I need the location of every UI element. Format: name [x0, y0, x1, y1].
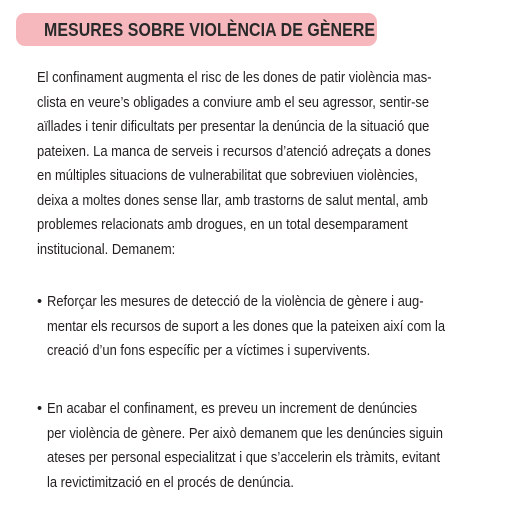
bullet-marker: • [37, 401, 43, 417]
bullet-text [47, 290, 497, 364]
title-banner [16, 13, 377, 46]
intro-line: El confinament augmenta el risc de les dones de patir violència mas- [37, 70, 432, 86]
bullet-line: ateses per personal especialitzat i que s’accelerin els tràmits, evitant [47, 450, 441, 466]
bullet-line: la revictimització en el procés de denúncia. [47, 474, 294, 491]
bullet-marker: • [37, 294, 43, 310]
bullet-line: mentar els recursos de suport a les dones que la pateixen així com la [47, 318, 446, 335]
intro-line: pateixen. La manca de serveis i recursos d’atenció adreçats a dones [37, 143, 431, 160]
bullet-line: creació d’un fons específic per a víctimes i supervivents. [47, 343, 371, 359]
bullet-line: per violència de gènere. Per això demanem que les denúncies siguin [47, 425, 443, 442]
intro-line: problemes relacionats amb drogues, en un total desemparament [37, 217, 408, 233]
intro-line: aïllades i tenir dificultats per presentar la denúncia de la situació que [37, 119, 430, 135]
intro-line: institucional. Demanem: [37, 241, 176, 258]
page-title: MESURES SOBRE VIOLÈNCIA DE GÈNERE [44, 18, 376, 40]
bullet-line: En acabar el confinament, es preveu un increment de denúncies [47, 401, 418, 417]
bullet-line: Reforçar les mesures de detecció de la violència de gènere i aug- [47, 294, 424, 310]
intro-paragraph [37, 66, 497, 262]
intro-line: deixa a moltes dones sense llar, amb trastorns de salut mental, amb [37, 192, 428, 209]
intro-line: clista en veure’s obligades a conviure amb el seu agressor, sentir-se [37, 94, 430, 111]
bullet-text [47, 397, 497, 495]
intro-line: en múltiples situacions de vulnerabilitat que sobreviuen violències, [37, 168, 418, 184]
